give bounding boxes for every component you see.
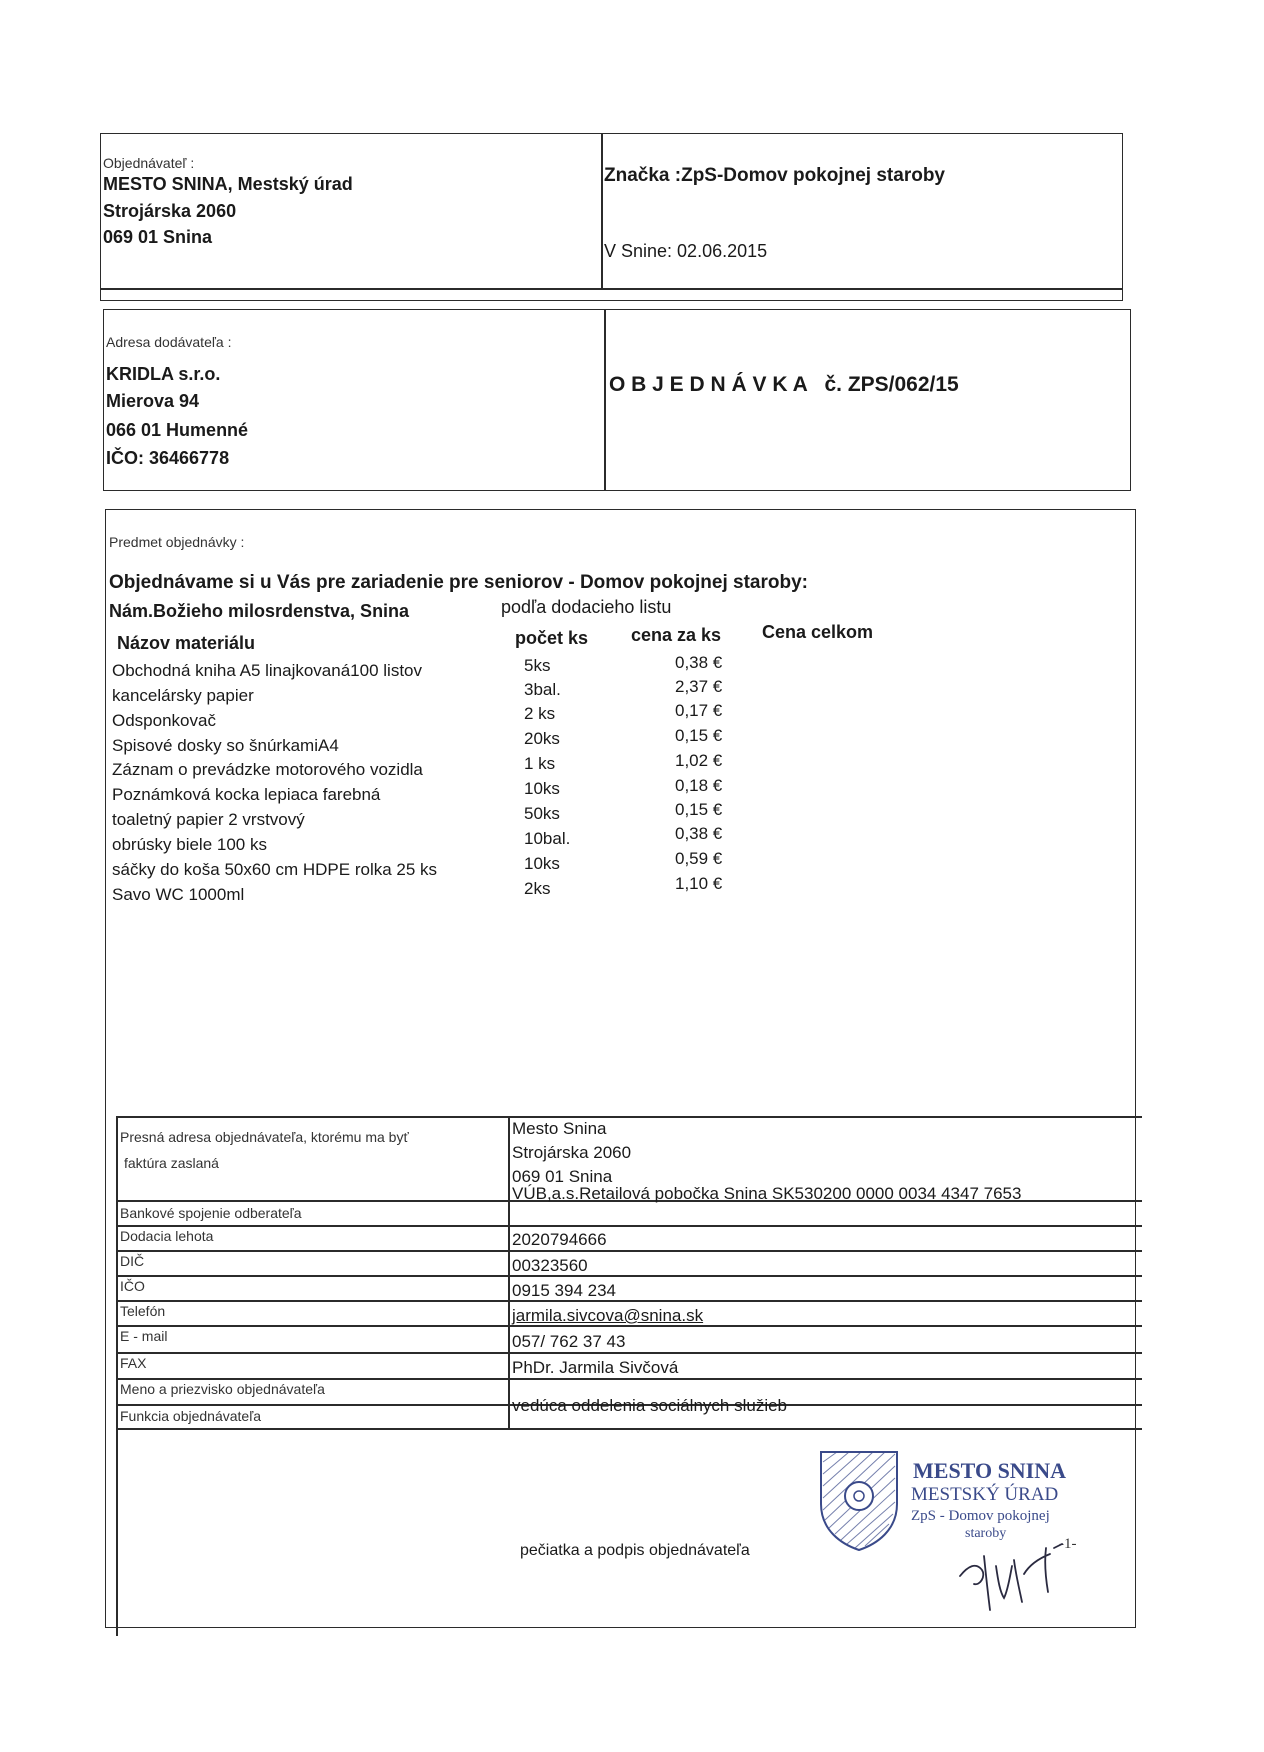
order-mark: Značka :ZpS-Domov pokojnej staroby <box>604 165 945 186</box>
item-price: 0,17 € <box>675 701 723 720</box>
col-header-qty: počet ks <box>515 628 589 648</box>
info-label-email: E - mail <box>120 1328 168 1344</box>
item-name: toaletný papier 2 vrstvový <box>112 810 305 829</box>
info-value-phone: 0915 394 234 <box>512 1281 616 1300</box>
item-price: 0,18 € <box>675 776 723 795</box>
orderer-line-2: Strojárska 2060 <box>103 201 237 221</box>
stamp-line-5: -1- <box>1059 1536 1077 1552</box>
stamp-line-4: staroby <box>965 1526 1007 1541</box>
item-name: Spisové dosky so šnúrkamiA4 <box>112 736 339 755</box>
col-header-name: Názov materiálu <box>117 633 256 653</box>
orderer-line-1: MESTO SNINA, Mestský úrad <box>103 174 353 194</box>
delivery-note: podľa dodacieho listu <box>501 597 672 617</box>
item-name: obrúsky biele 100 ks <box>112 835 267 854</box>
info-left-edge <box>116 1116 118 1636</box>
subject-label: Predmet objednávky : <box>109 534 245 550</box>
item-price: 0,59 € <box>675 849 723 868</box>
signature-caption: pečiatka a podpis objednávateľa <box>520 1542 750 1559</box>
item-name: Odsponkovač <box>112 711 216 730</box>
item-qty: 10ks <box>524 854 560 873</box>
item-name: Obchodná kniha A5 linajkovaná100 listov <box>112 661 422 680</box>
item-name: Záznam o prevádzke motorového vozidla <box>112 760 423 779</box>
info-label-name: Meno a priezvisko objednávateľa <box>120 1381 325 1397</box>
info-value-fax: 057/ 762 37 43 <box>512 1332 626 1351</box>
info-value-ico: 00323560 <box>512 1256 588 1275</box>
info-value-name: PhDr. Jarmila Sivčová <box>512 1358 679 1377</box>
handwritten-signature <box>950 1536 1080 1614</box>
info-rule <box>116 1300 1142 1302</box>
item-qty: 1 ks <box>524 754 556 773</box>
col-header-unit-price: cena za ks <box>631 625 722 645</box>
invoice-line-1: Mesto Snina <box>512 1119 607 1138</box>
item-qty: 2 ks <box>524 704 556 723</box>
order-date: V Snine: 02.06.2015 <box>604 241 768 261</box>
info-rule <box>116 1378 1142 1380</box>
item-price: 0,15 € <box>675 800 723 819</box>
item-qty: 2ks <box>524 879 551 898</box>
header-bottom-rule <box>100 288 1123 290</box>
supplier-line-2: Mierova 94 <box>106 391 200 411</box>
info-bottom-rule <box>116 1428 1142 1430</box>
info-label-fax: FAX <box>120 1355 147 1371</box>
info-label-bank: Bankové spojenie odberateľa <box>120 1205 302 1221</box>
item-name: Poznámková kocka lepiaca farebná <box>112 785 381 804</box>
info-value-bank: VÚB,a.s.Retailová pobočka Snina SK530200 0000 0034 4347 7653 <box>512 1184 1022 1203</box>
info-top-rule <box>116 1116 1142 1118</box>
info-rule <box>116 1275 1142 1277</box>
item-name: kancelársky papier <box>112 686 254 705</box>
supplier-line-3: 066 01 Humenné <box>106 420 249 440</box>
official-stamp <box>815 1440 1095 1620</box>
supplier-divider <box>604 309 606 491</box>
delivery-address: Nám.Božieho milosrdenstva, Snina <box>109 601 410 621</box>
supplier-line-1: KRIDLA s.r.o. <box>106 364 221 384</box>
coat-of-arms-icon <box>817 1448 901 1552</box>
info-label-phone: Telefón <box>120 1303 166 1319</box>
item-price: 2,37 € <box>675 677 723 696</box>
invoice-address-label-2: faktúra zaslaná <box>124 1155 219 1171</box>
item-price: 0,15 € <box>675 726 723 745</box>
invoice-address-label-1: Presná adresa objednávateľa, ktorému ma byť <box>120 1129 409 1145</box>
info-label-dic: DIČ <box>120 1253 145 1269</box>
subject-intro: Objednávame si u Vás pre zariadenie pre seniorov - Domov pokojnej staroby: <box>109 572 808 593</box>
info-label-function: Funkcia objednávateľa <box>120 1408 262 1424</box>
info-rule <box>116 1225 1142 1227</box>
item-qty: 5ks <box>524 656 551 675</box>
header-box <box>100 133 1123 301</box>
info-value-function: vedúca oddelenia sociálnych služieb <box>512 1396 788 1415</box>
supplier-label: Adresa dodávateľa : <box>106 334 232 350</box>
invoice-line-2: Strojárska 2060 <box>512 1143 632 1162</box>
item-price: 1,02 € <box>675 751 723 770</box>
info-value-dic: 2020794666 <box>512 1230 607 1249</box>
item-price: 1,10 € <box>675 874 723 893</box>
stamp-line-2: MESTSKÝ ÚRAD <box>911 1484 1059 1505</box>
item-qty: 3bal. <box>524 680 561 699</box>
invoice-line-3: 069 01 Snina <box>512 1167 613 1186</box>
order-title: O B J E D N Á V K A č. ZPS/062/15 <box>609 373 959 396</box>
item-qty: 10bal. <box>524 829 571 848</box>
item-name: Savo WC 1000ml <box>112 885 245 904</box>
col-header-total: Cena celkom <box>762 622 874 642</box>
stamp-line-1: MESTO SNINA <box>913 1458 1067 1483</box>
info-rule <box>116 1352 1142 1354</box>
info-rule <box>116 1250 1142 1252</box>
supplier-box <box>103 309 1131 491</box>
item-qty: 50ks <box>524 804 560 823</box>
info-label-ico: IČO <box>120 1278 145 1294</box>
item-price: 0,38 € <box>675 653 723 672</box>
stamp-line-3: ZpS - Domov pokojnej <box>911 1508 1050 1524</box>
orderer-line-3: 069 01 Snina <box>103 227 213 247</box>
info-value-email[interactable]: jarmila.sivcova@snina.sk <box>512 1306 704 1325</box>
orderer-label: Objednávateľ : <box>103 155 195 171</box>
item-name: sáčky do koša 50x60 cm HDPE rolka 25 ks <box>112 860 438 879</box>
info-label-delivery: Dodacia lehota <box>120 1228 214 1244</box>
item-qty: 20ks <box>524 729 560 748</box>
header-divider <box>601 133 603 289</box>
info-divider <box>508 1116 510 1428</box>
supplier-line-4: IČO: 36466778 <box>106 448 230 468</box>
item-price: 0,38 € <box>675 824 723 843</box>
item-qty: 10ks <box>524 779 560 798</box>
